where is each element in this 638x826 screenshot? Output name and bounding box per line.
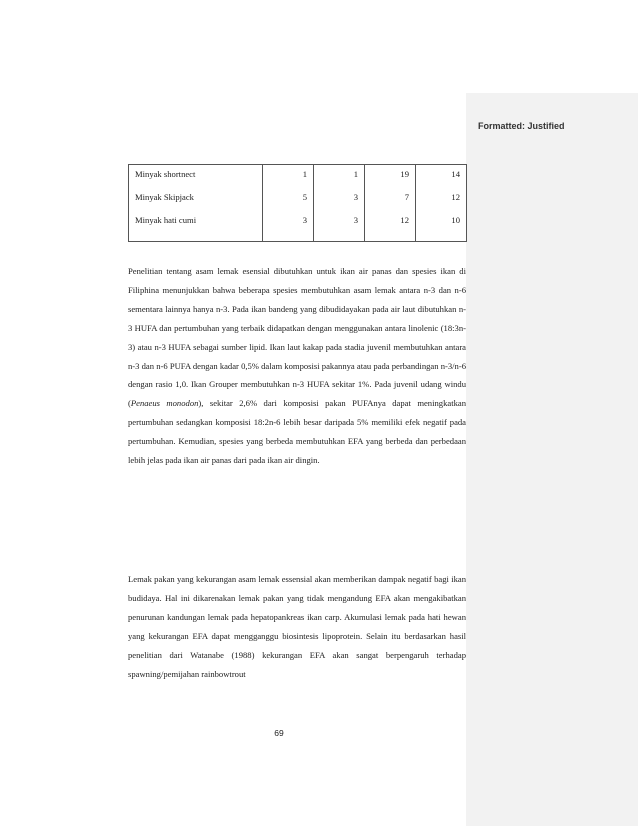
table-cell: 12	[365, 211, 416, 242]
table-cell: Minyak shortnect	[129, 165, 263, 188]
paragraph-efa-research	[128, 262, 466, 470]
table-cell: 5	[263, 188, 314, 211]
paragraph-text: ), sekitar 2,6% dari komposisi pakan PUFAnya dapat meningkatkan pertumbuhan sedangkan komposisi 18:2n-6 lebih besar daripada 5% memiliki efek negatif pada pertumbuhan. Kemudian, spesies yang berbeda membutuhkan EFA yang berbeda dan perbedaan lebih jelas pada ikan air panas dari pada ikan air dingin.	[128, 398, 466, 466]
table-cell: 1	[314, 165, 365, 188]
page-number: 69	[274, 728, 284, 738]
comment-pane	[466, 93, 638, 826]
table-cell: Minyak Skipjack	[129, 188, 263, 211]
table-cell: 19	[365, 165, 416, 188]
comment-label: Formatted: Justified	[478, 121, 565, 131]
table-cell: 14	[416, 165, 467, 188]
paragraph-efa-deficiency: Lemak pakan yang kekurangan asam lemak essensial akan memberikan dampak negatif bagi ikan budidaya. Hal ini dikarenakan lemak pakan yang tidak mengandung EFA akan mengakibatkan penurunan kandungan lemak pada hepatopankreas ikan carp. Akumulasi lemak pada hati hewan yang kekurangan EFA dapat mengganggu biosintesis lipoprotein. Selain itu berdasarkan hasil penelitian dari Watanabe (1988) kekurangan EFA akan sangat berpengaruh terhadap spawning/pemijahan rainbowtrout	[128, 574, 466, 679]
table-row	[129, 211, 467, 242]
table-row	[129, 165, 467, 188]
table-cell: 3	[314, 188, 365, 211]
data-table	[128, 164, 467, 242]
table-row	[129, 188, 467, 211]
table-cell: 7	[365, 188, 416, 211]
table-cell: 12	[416, 188, 467, 211]
table-cell: 3	[314, 211, 365, 242]
species-name-italic: Penaeus monodon	[130, 398, 199, 409]
table-cell: Minyak hati cumi	[129, 211, 263, 242]
table-cell: 3	[263, 211, 314, 242]
table-cell: 10	[416, 211, 467, 242]
paragraph-text: Penelitian tentang asam lemak esensial dibutuhkan untuk ikan air panas dan spesies ikan di Filiphina menunjukkan bahwa beberapa spesies membutuhkan asam lemak antara n-3 dan n-6 sementara lainnya hanya n-3. Pada ikan bandeng yang dibudidayakan pada air laut dibutuhkan n-3 HUFA dan pertumbuhan yang terbaik didapatkan dengan menggunakan antara linolenic (18:3n-3) atau n-3 HUFA sebagai sumber lipid. Ikan laut kakap pada stadia juvenil membutuhkan antara n-3 dan n-6 PUFA dengan kadar 0,5% dalam komposisi pakannya atau pada perbandingan n-3/n-6 dengan rasio 1,0. Ikan Grouper membutuhkan n-3 HUFA sekitar 1%. Pada juvenil udang windu (	[128, 266, 466, 409]
table-cell: 1	[263, 165, 314, 188]
